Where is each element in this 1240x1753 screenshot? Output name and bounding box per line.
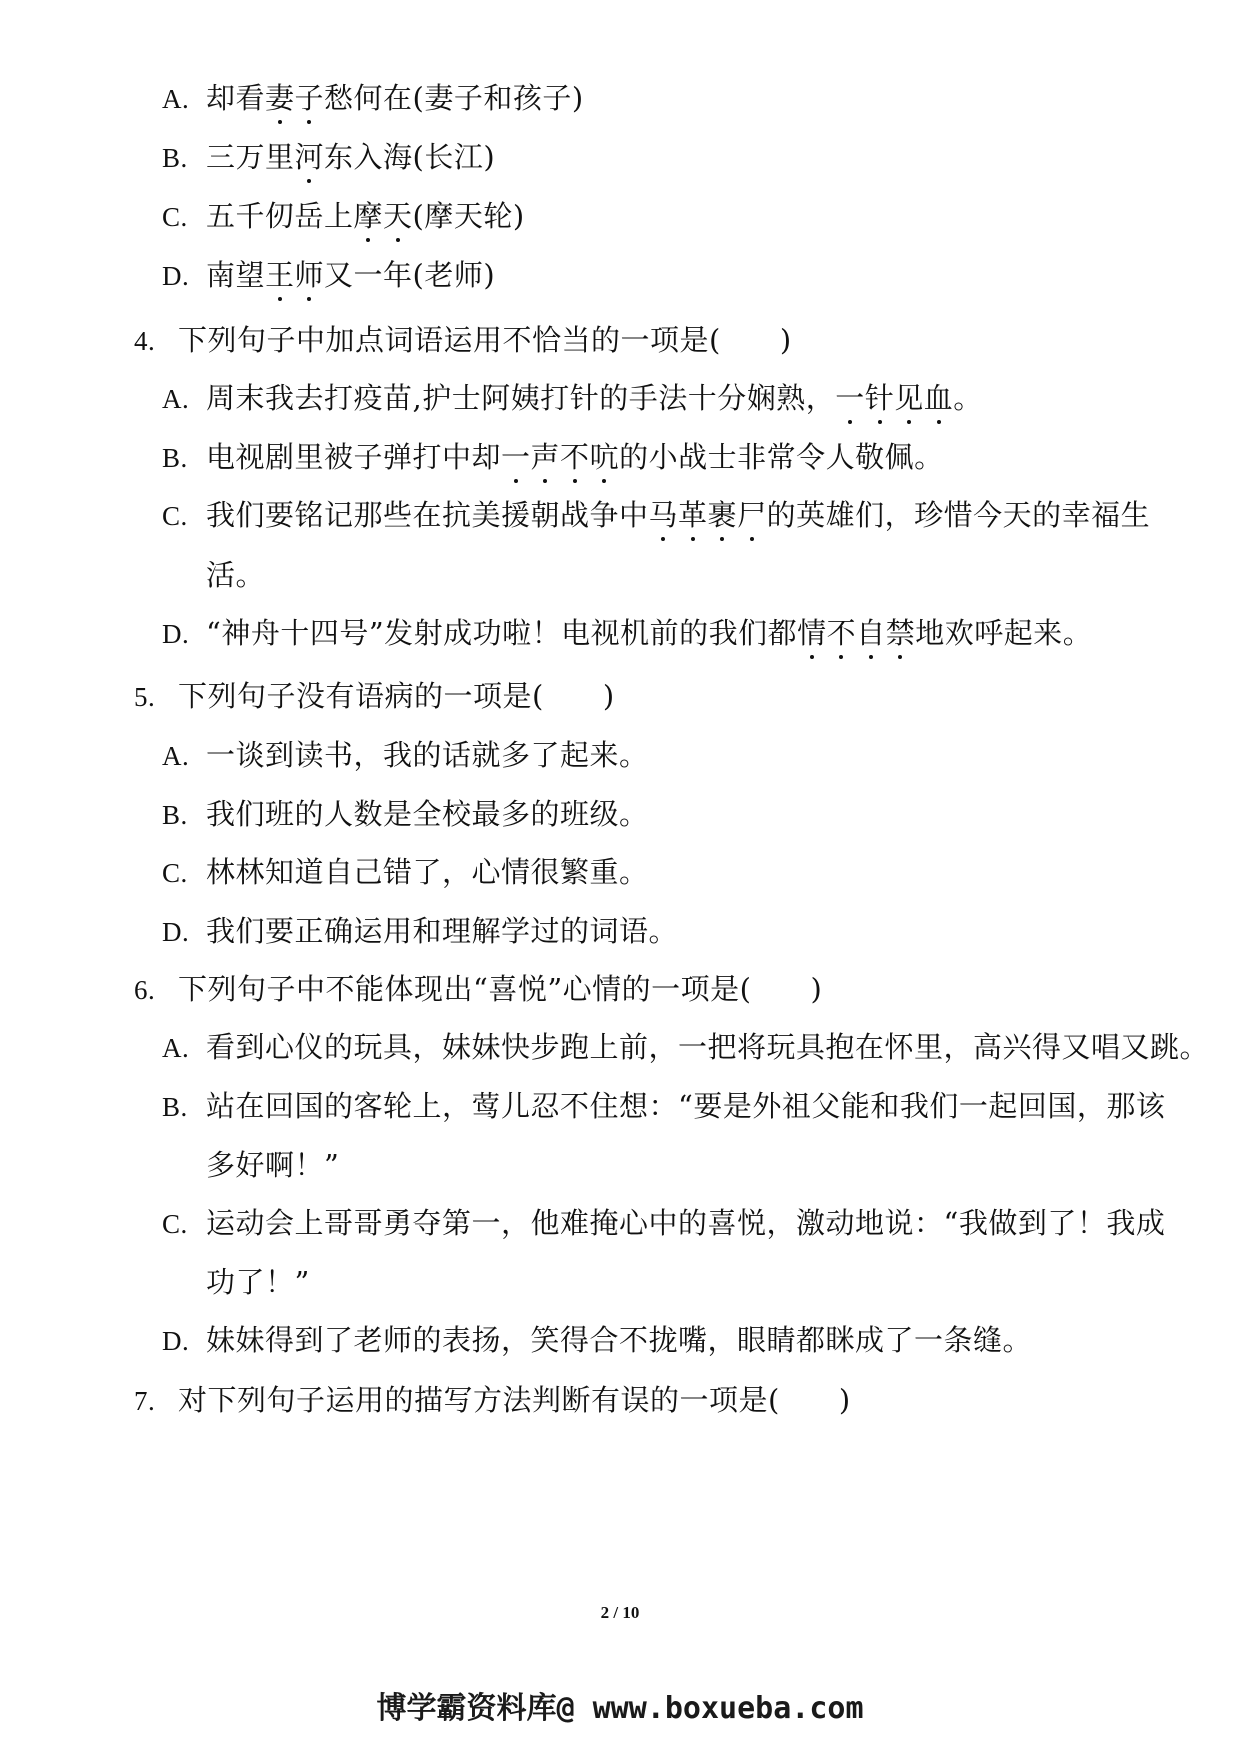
- option-letter: D.: [162, 261, 190, 291]
- page-number: 2 / 10: [600, 1603, 640, 1622]
- question-number: 5.: [134, 682, 156, 712]
- emphasis-char: 一: [835, 378, 865, 418]
- q5-option-a: A. 一谈到读书，我的话就多了起来。: [162, 735, 649, 776]
- emphasis-char: 不: [560, 437, 590, 477]
- q6-option-a: A. 看到心仪的玩具，妹妹快步跑上前，一把将玩具抱在怀里，高兴得又唱又跳。: [162, 1027, 1209, 1068]
- emphasis-char: 革: [678, 495, 708, 535]
- q4-option-b: B. 电视剧里被子弹打中却一声不吭的小战士非常令人敬佩。: [162, 437, 944, 478]
- question-number: 6.: [134, 975, 156, 1005]
- question-6-stem: 6. 下列句子中不能体现出“喜悦”心情的一项是( ): [134, 969, 822, 1010]
- option-letter: B.: [162, 1092, 188, 1122]
- emphasis-char: 情: [797, 613, 827, 653]
- q4-option-a: A. 周末我去打疫苗,护士阿姨打针的手法十分娴熟，一针见血。: [162, 378, 983, 419]
- option-letter: D.: [162, 1326, 190, 1356]
- emphasis-char: 王: [265, 255, 295, 295]
- dotted-word: [265, 258, 324, 292]
- question-number: 7.: [134, 1386, 156, 1416]
- emphasis-char: 吭: [590, 437, 620, 477]
- option-letter: A.: [162, 384, 190, 414]
- question-5-stem: 5. 下列句子没有语病的一项是( ): [134, 676, 615, 717]
- emphasis-char: 天: [383, 196, 413, 236]
- emphasis-char: 河: [295, 137, 325, 177]
- option-letter: D.: [162, 619, 190, 649]
- option-letter: B.: [162, 800, 188, 830]
- option-letter: C.: [162, 1209, 188, 1239]
- option-letter: C.: [162, 202, 188, 232]
- dotted-word: [354, 199, 413, 233]
- emphasis-char: 一: [501, 437, 531, 477]
- option-letter: A.: [162, 1033, 190, 1063]
- emphasis-char: 血: [924, 378, 954, 418]
- emphasis-char: 不: [827, 613, 857, 653]
- dotted-word: [501, 440, 619, 474]
- emphasis-char: 针: [865, 378, 895, 418]
- emphasis-char: 禁: [886, 613, 916, 653]
- q6-option-b-continued: 多好啊！”: [206, 1148, 340, 1182]
- q4-option-c: C. 我们要铭记那些在抗美援朝战争中马革裹尸的英雄们，珍惜今天的幸福生: [162, 495, 1150, 536]
- dotted-word: [265, 81, 324, 115]
- emphasis-char: 妻: [265, 78, 295, 118]
- question-4-stem: 4. 下列句子中加点词语运用不恰当的一项是( ): [134, 320, 792, 361]
- emphasis-char: 裹: [708, 495, 738, 535]
- question-7-stem: 7. 对下列句子运用的描写方法判断有误的一项是( ): [134, 1380, 851, 1421]
- q5-option-c: C. 林林知道自己错了，心情很繁重。: [162, 852, 649, 893]
- q3-option-a: A. 却看妻子愁何在(妻子和孩子): [162, 78, 584, 119]
- emphasis-char: 声: [531, 437, 561, 477]
- emphasis-char: 自: [856, 613, 886, 653]
- watermark-text: 博学霸资料库@ www.boxueba.com: [376, 1691, 864, 1726]
- option-letter: B.: [162, 143, 188, 173]
- dotted-word: [797, 616, 915, 650]
- q6-option-d: D. 妹妹得到了老师的表扬，笑得合不拢嘴，眼睛都眯成了一条缝。: [162, 1320, 1032, 1361]
- option-letter: B.: [162, 443, 188, 473]
- emphasis-char: 子: [295, 78, 325, 118]
- emphasis-char: 尸: [737, 495, 767, 535]
- dotted-word: [649, 498, 767, 532]
- emphasis-char: 马: [649, 495, 679, 535]
- option-letter: A.: [162, 84, 190, 114]
- q3-option-c: C. 五千仞岳上摩天(摩天轮): [162, 196, 525, 237]
- q4-option-d: D. “神舟十四号”发射成功啦！电视机前的我们都情不自禁地欢呼起来。: [162, 613, 1092, 654]
- dotted-word: [835, 381, 953, 415]
- emphasis-char: 摩: [354, 196, 384, 236]
- option-letter: D.: [162, 917, 190, 947]
- emphasis-char: 师: [295, 255, 325, 295]
- emphasis-char: 见: [894, 378, 924, 418]
- option-letter: C.: [162, 501, 188, 531]
- option-letter: C.: [162, 858, 188, 888]
- question-number: 4.: [134, 326, 156, 356]
- q6-option-b: B. 站在回国的客轮上，莺儿忍不住想：“要是外祖父能和我们一起回国，那该: [162, 1086, 1165, 1127]
- q5-option-b: B. 我们班的人数是全校最多的班级。: [162, 794, 649, 835]
- q3-option-d: D. 南望王师又一年(老师): [162, 255, 495, 296]
- dotted-word: [295, 140, 325, 174]
- q6-option-c-continued: 功了！”: [206, 1265, 310, 1299]
- q3-option-b: B. 三万里河东入海(长江): [162, 137, 495, 178]
- q6-option-c: C. 运动会上哥哥勇夺第一，他难掩心中的喜悦，激动地说：“我做到了！我成: [162, 1203, 1165, 1244]
- q4-option-c-continued: 活。: [206, 558, 266, 592]
- option-letter: A.: [162, 741, 190, 771]
- q5-option-d: D. 我们要正确运用和理解学过的词语。: [162, 911, 678, 952]
